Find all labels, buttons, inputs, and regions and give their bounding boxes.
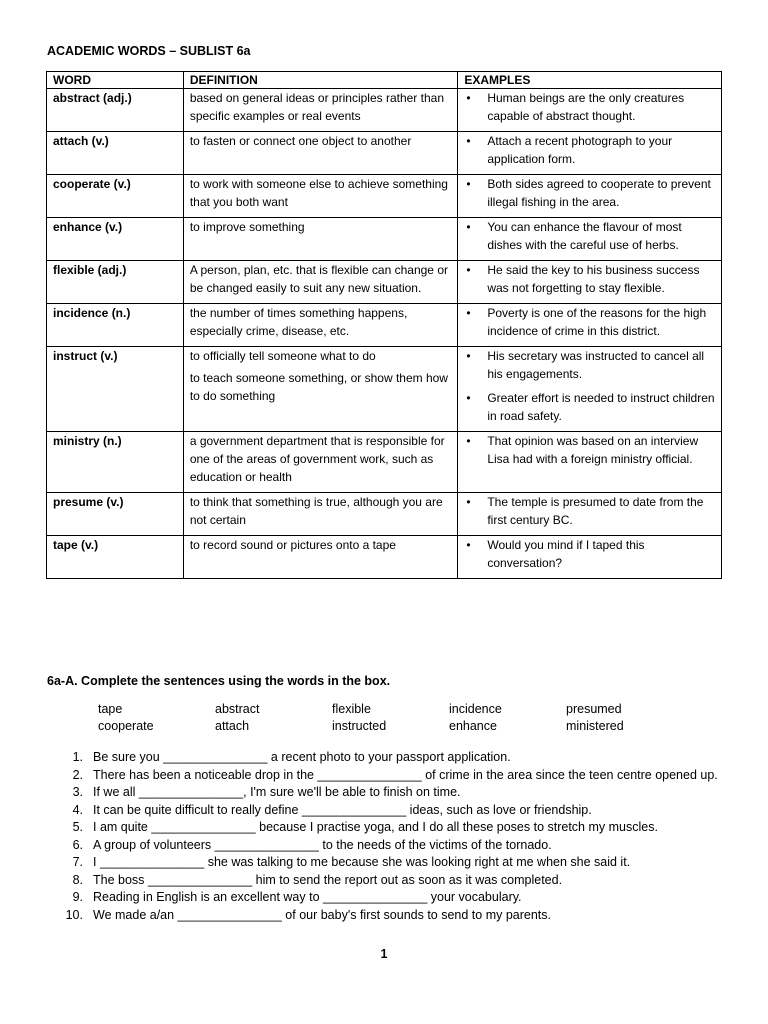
definition-cell — [183, 536, 458, 579]
example-sentence: • Would you mind if I taped this conversation? — [464, 536, 715, 572]
definition-cell — [183, 432, 458, 493]
sentence-text: I _______________ she was talking to me because she was looking right at me when she said it. — [93, 855, 631, 869]
definition-text: the number of times something happens, especially crime, disease, etc. — [189, 306, 408, 338]
sentence-number: 10. — [65, 907, 83, 922]
examples-list — [464, 261, 715, 297]
example-sentence: • He said the key to his business success was not forgetting to stay flexible. — [464, 261, 715, 297]
definition-cell — [183, 347, 458, 432]
word-cell: ministry (n.) — [47, 432, 184, 493]
table-row — [47, 432, 722, 493]
sentence-text: Be sure you _______________ a recent photo to your passport application. — [93, 750, 511, 764]
definition-text: to improve something — [189, 220, 305, 234]
word-cell: cooperate (v.) — [47, 175, 184, 218]
word-cell: incidence (n.) — [47, 304, 184, 347]
sentence-text: We made a/an _______________ of our baby's first sounds to send to my parents. — [93, 907, 552, 922]
examples-list — [464, 175, 715, 211]
sentence-number: 4. — [72, 802, 83, 817]
example-sentence: • You can enhance the flavour of most dishes with the careful use of herbs. — [464, 218, 715, 254]
sentence-number: 3. — [72, 785, 83, 799]
word-box-item: cooperate — [98, 719, 154, 733]
examples-list — [464, 493, 715, 529]
exercise-sentence — [47, 802, 737, 820]
sentence-text: If we all _______________, I'm sure we'll be able to finish on time. — [93, 785, 461, 799]
word-cell: attach (v.) — [47, 132, 184, 175]
sentence-number: 8. — [72, 872, 83, 887]
definition-text: to officially tell someone what to do — [189, 349, 376, 363]
exercise-sentences — [47, 749, 737, 924]
exercise-sentence — [47, 872, 737, 890]
definition-cell — [183, 261, 458, 304]
page-number: 1 — [380, 947, 388, 961]
exercise-sentence — [47, 784, 737, 802]
examples-list — [464, 132, 715, 168]
definition-cell — [183, 132, 458, 175]
word-cell: instruct (v.) — [47, 347, 184, 432]
word-cell: presume (v.) — [47, 493, 184, 536]
word-cell: enhance (v.) — [47, 218, 184, 261]
header-definition: DEFINITION — [183, 72, 458, 89]
examples-cell — [458, 536, 722, 579]
example-sentence: • His secretary was instructed to cancel all his engagements. — [464, 347, 715, 383]
sentence-text: There has been a noticeable drop in the _______________ of crime in the area since the teen centre opened up. — [93, 767, 718, 782]
examples-cell — [458, 493, 722, 536]
sentence-number: 2. — [72, 767, 83, 782]
definition-cell — [183, 218, 458, 261]
word-box-item: attach — [215, 719, 250, 733]
examples-cell — [458, 347, 722, 432]
examples-list — [464, 89, 715, 125]
table-row — [47, 493, 722, 536]
table-row — [47, 132, 722, 175]
definition-cell — [183, 89, 458, 132]
exercise-sentence — [47, 907, 737, 925]
examples-cell — [458, 261, 722, 304]
examples-list — [464, 347, 715, 425]
word-box — [98, 701, 658, 735]
word-cell: flexible (adj.) — [47, 261, 184, 304]
example-sentence: • That opinion was based on an interview Lisa had with a foreign ministry official. — [464, 432, 715, 468]
examples-list — [464, 432, 715, 468]
examples-cell — [458, 432, 722, 493]
exercise-sentence — [47, 854, 737, 872]
examples-cell — [458, 218, 722, 261]
sentence-text: Reading in English is an excellent way to _______________ your vocabulary. — [93, 890, 522, 904]
table-header-row — [47, 72, 722, 89]
definition-text: to record sound or pictures onto a tape — [189, 538, 396, 552]
examples-cell — [458, 132, 722, 175]
example-sentence: • Attach a recent photograph to your application form. — [464, 132, 715, 168]
examples-list — [464, 304, 715, 340]
word-box-item: tape — [98, 702, 123, 716]
exercise-title: 6a-A. Complete the sentences using the words in the box. — [47, 674, 391, 688]
definition-text: based on general ideas or principles rather than specific examples or real events — [189, 91, 444, 123]
exercise-sentence — [47, 749, 737, 767]
table-row — [47, 89, 722, 132]
sentence-text: The boss _______________ him to send the report out as soon as it was completed. — [93, 872, 563, 887]
header-word: WORD — [47, 72, 184, 89]
definition-text: to fasten or connect one object to another — [189, 134, 412, 148]
word-cell: abstract (adj.) — [47, 89, 184, 132]
examples-cell — [458, 175, 722, 218]
header-examples: EXAMPLES — [458, 72, 722, 89]
word-box-item: instructed — [332, 719, 387, 733]
word-box-item: abstract — [215, 702, 260, 716]
table-row — [47, 347, 722, 432]
example-sentence: • Poverty is one of the reasons for the high incidence of crime in this district. — [464, 304, 715, 340]
exercise-sentence — [47, 819, 737, 837]
definition-cell — [183, 493, 458, 536]
exercise-sentence — [47, 837, 737, 855]
definition-text: to think that something is true, although you are not certain — [189, 495, 443, 527]
definition-text: to teach someone something, or show them how to do something — [189, 371, 448, 403]
definition-text: A person, plan, etc. that is flexible can change or be changed easily to suit any new situation. — [189, 263, 448, 295]
exercise-sentence — [47, 767, 737, 785]
word-cell: tape (v.) — [47, 536, 184, 579]
table-row — [47, 536, 722, 579]
vocabulary-table — [46, 71, 722, 579]
table-row — [47, 261, 722, 304]
example-sentence: • The temple is presumed to date from the first century BC. — [464, 493, 715, 529]
word-box-item: incidence — [449, 702, 502, 716]
exercise-sentence — [47, 889, 737, 907]
sentence-text: It can be quite difficult to really define _______________ ideas, such as love or friendship. — [93, 802, 592, 817]
definition-cell — [183, 304, 458, 347]
sentence-text: A group of volunteers _______________ to the needs of the victims of the tornado. — [93, 837, 552, 852]
sentence-text: I am quite _______________ because I practise yoga, and I do all these poses to stretch my muscles. — [93, 820, 658, 834]
table-row — [47, 304, 722, 347]
examples-list — [464, 218, 715, 254]
sentence-number: 9. — [72, 890, 83, 904]
word-box-item: presumed — [566, 702, 622, 716]
word-box-item: flexible — [332, 702, 371, 716]
example-sentence: • Both sides agreed to cooperate to prevent illegal fishing in the area. — [464, 175, 715, 211]
word-box-item: enhance — [449, 719, 497, 733]
definition-cell — [183, 175, 458, 218]
example-sentence: • Human beings are the only creatures capable of abstract thought. — [464, 89, 715, 125]
examples-cell — [458, 304, 722, 347]
word-box-item: ministered — [566, 719, 624, 733]
document-title: ACADEMIC WORDS – SUBLIST 6a — [47, 44, 251, 58]
sentence-number: 6. — [72, 837, 83, 852]
examples-cell — [458, 89, 722, 132]
examples-list — [464, 536, 715, 572]
sentence-number: 7. — [72, 855, 83, 869]
example-sentence: • Greater effort is needed to instruct children in road safety. — [464, 389, 715, 425]
sentence-number: 1. — [72, 750, 83, 764]
definition-text: a government department that is responsible for one of the areas of government work, such as education or health — [189, 434, 445, 484]
sentence-number: 5. — [72, 820, 83, 834]
table-row — [47, 218, 722, 261]
table-row — [47, 175, 722, 218]
definition-text: to work with someone else to achieve something that you both want — [189, 177, 448, 209]
